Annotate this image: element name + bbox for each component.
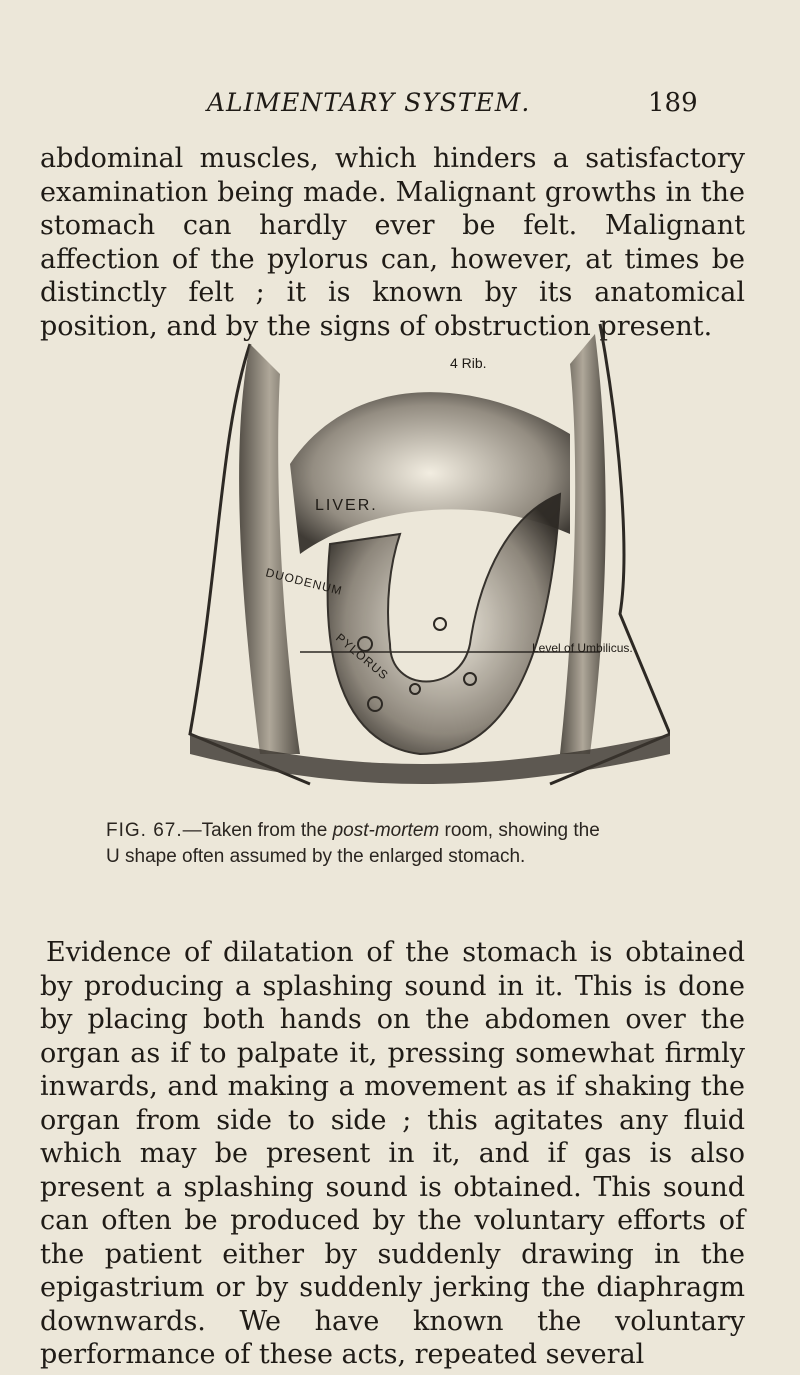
pylorus-label: PYLORUS <box>333 630 392 683</box>
running-head <box>0 88 800 128</box>
mark <box>434 618 446 630</box>
stomach-outline <box>328 494 560 754</box>
right-rib-shade <box>560 334 606 754</box>
caption-text-before: —Taken from the <box>182 820 328 841</box>
caption-italic: post-mortem <box>332 820 440 841</box>
umbilicus-label: Level of Umbilicus. <box>532 641 633 655</box>
figure-caption <box>106 818 706 870</box>
stomach-figure <box>150 314 670 796</box>
caption-line-2: U shape often assumed by the enlarged stomach. <box>106 846 526 867</box>
rib-label: 4 Rib. <box>450 355 487 371</box>
running-title: ALIMENTARY SYSTEM. <box>207 88 531 117</box>
left-rib-shade <box>239 344 300 754</box>
figure-number: FIG. 67. <box>106 820 183 841</box>
paragraph-1: abdominal muscles, which hinders a satisfactory examination being made. Malignant growths in the stomach can hardly ever be felt. Malignant affection of the pylorus can, however, at times be distinctly felt ; it is known by its anatomical position, and by the signs of obstruction present. <box>40 143 745 342</box>
liver-label: LIVER. <box>315 497 378 514</box>
stomach-illustration <box>150 314 670 796</box>
caption-text-after: room, showing the <box>444 820 600 841</box>
page-number: 189 <box>648 88 698 118</box>
paragraph-2: Evidence of dilatation of the stomach is obtained by producing a splashing sound in it. This is done by placing both hands on the abdomen over the organ as if to palpate it, pressing somewhat firmly inwards, and making a movement as if shaking the organ from side to side ; this agitates any fluid which may be present in it, and if gas is also present a splashing sound is obtained. This sound can often be produced by the voluntary efforts of the patient either by suddenly drawing in the epigastrium or by suddenly jerking the diaphragm downwards. We have known the voluntary performance of these acts, repeated several <box>40 937 745 1370</box>
duodenum-label: DUODENUM <box>264 565 344 598</box>
